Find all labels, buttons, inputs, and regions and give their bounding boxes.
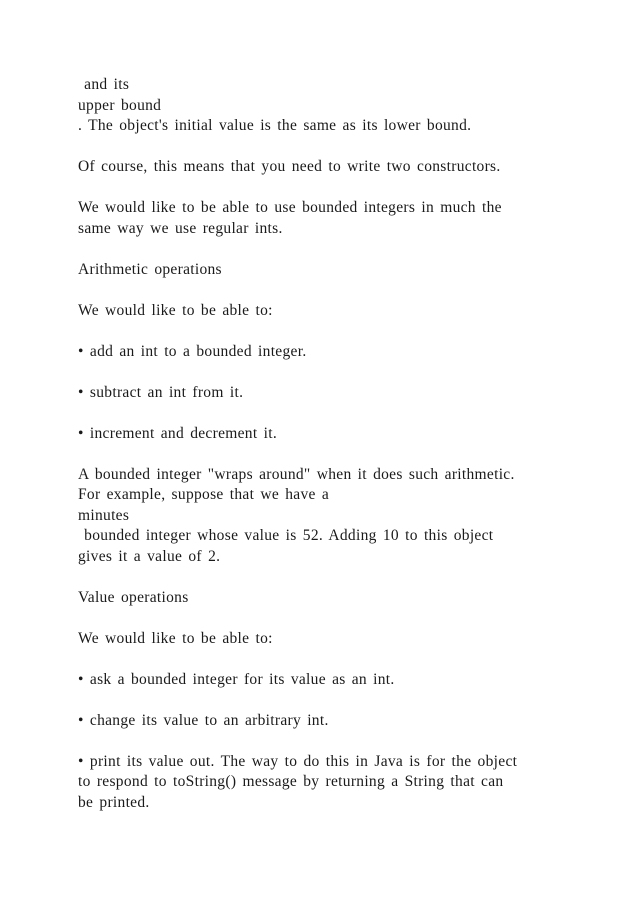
paragraph-gap [78, 178, 598, 199]
paragraph-gap [78, 362, 598, 383]
text-line: gives it a value of 2. [78, 547, 221, 565]
text-line: to respond to toString() message by returning a String that can [78, 773, 504, 790]
document-body [78, 75, 598, 813]
paragraph-gap [78, 731, 598, 752]
text-line: We would like to be able to use bounded integers in much the [78, 199, 502, 216]
paragraph-gap [78, 403, 598, 424]
text-line: be printed. [78, 793, 150, 811]
text-line: Value operations [78, 588, 189, 606]
text-line: upper bound [78, 96, 162, 114]
text-line: minutes [78, 506, 130, 524]
text-line: We would like to be able to: [78, 629, 273, 647]
paragraph-gap [78, 239, 598, 260]
text-line: Arithmetic operations [78, 260, 222, 278]
text-line: and its [78, 76, 130, 93]
text-line: • add an int to a bounded integer. [78, 342, 307, 360]
paragraph-gap [78, 608, 598, 629]
paragraph-gap [78, 567, 598, 588]
text-line: same way we use regular ints. [78, 219, 283, 237]
paragraph-gap [78, 137, 598, 158]
paragraph-gap [78, 444, 598, 465]
text-line: • increment and decrement it. [78, 424, 278, 442]
text-line: • subtract an int from it. [78, 383, 244, 401]
text-line: • change its value to an arbitrary int. [78, 711, 329, 729]
text-line: bounded integer whose value is 52. Adding 10 to this object [78, 527, 494, 544]
paragraph-gap [78, 280, 598, 301]
text-line: For example, suppose that we have a [78, 486, 330, 503]
text-line: . The object's initial value is the same as its lower bound. [78, 117, 472, 134]
paragraph-gap [78, 321, 598, 342]
paragraph-gap [78, 649, 598, 670]
text-line: • ask a bounded integer for its value as an int. [78, 670, 395, 688]
paragraph-gap [78, 690, 598, 711]
text-line: A bounded integer "wraps around" when it does such arithmetic. [78, 465, 515, 483]
text-line: Of course, this means that you need to write two constructors. [78, 158, 501, 175]
text-line: • print its value out. The way to do this in Java is for the object [78, 752, 518, 770]
text-line: We would like to be able to: [78, 301, 273, 319]
